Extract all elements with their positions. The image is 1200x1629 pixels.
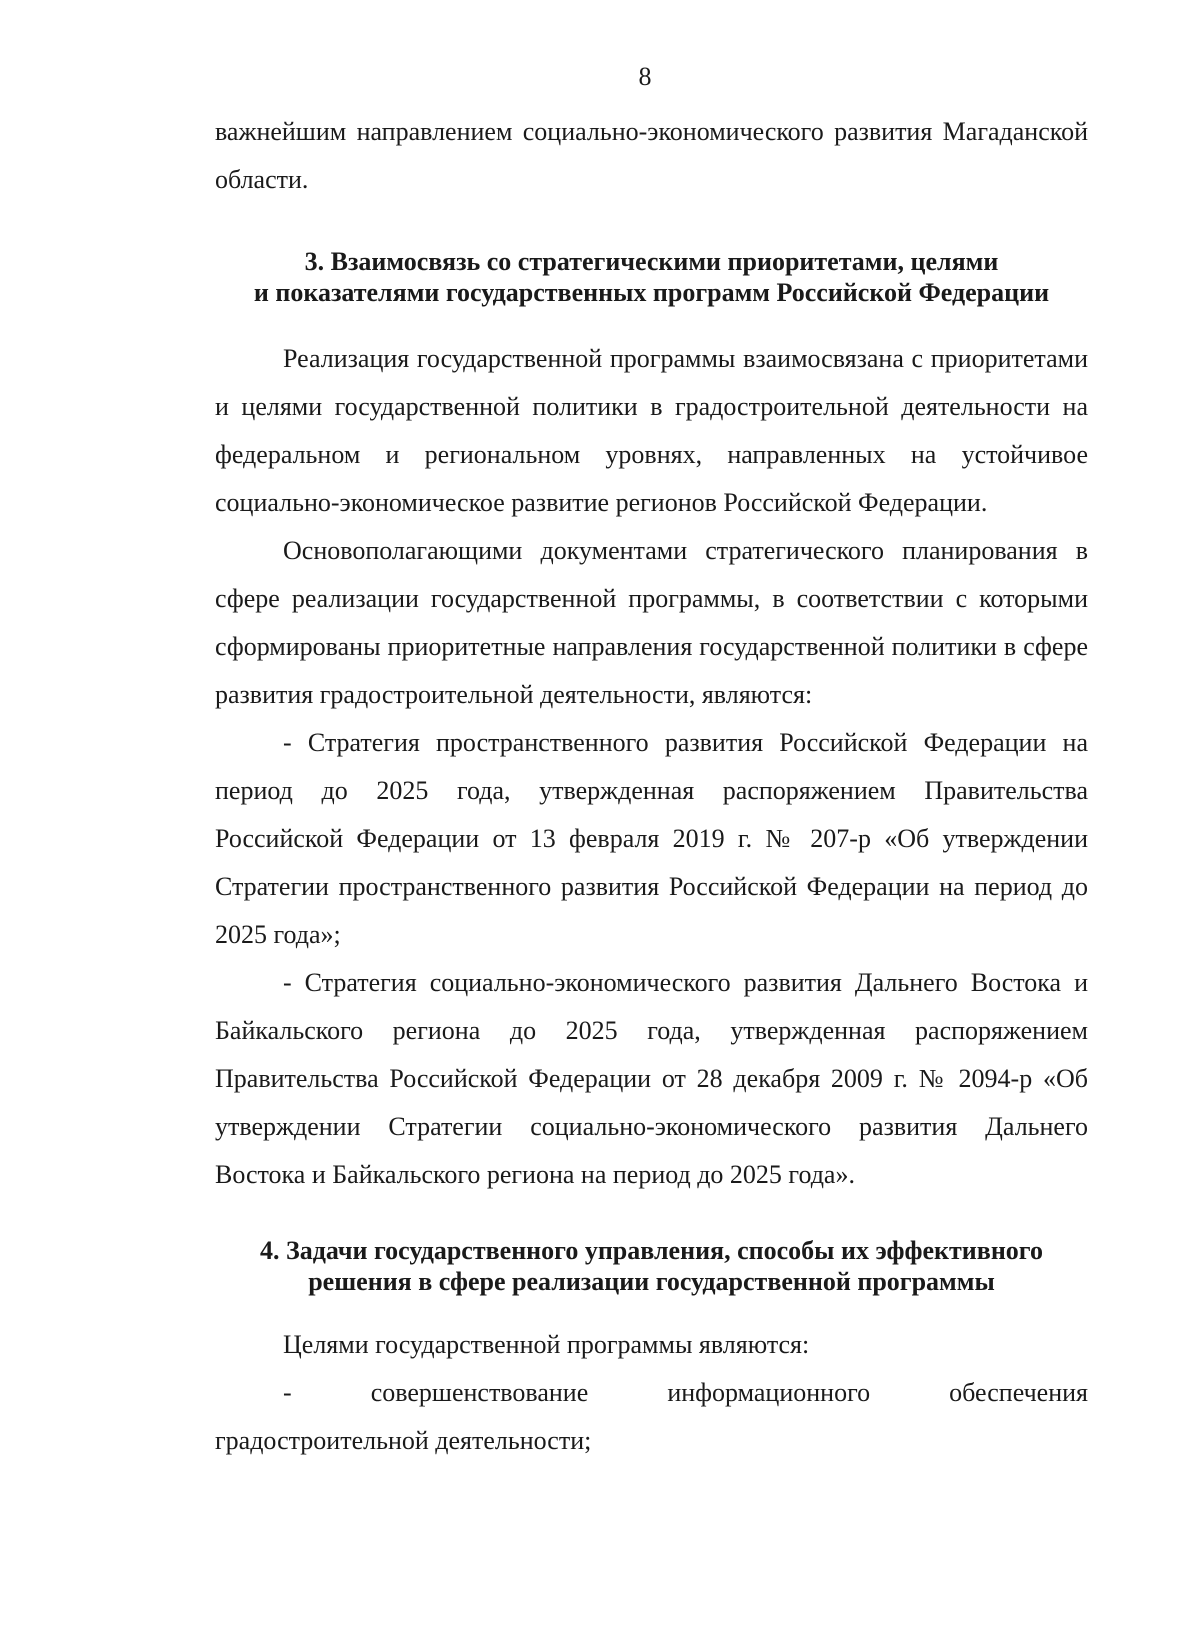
section-3-heading bbox=[215, 246, 1088, 308]
section-3-heading-line-1: 3. Взаимосвязь со стратегическими приоритетами, целями bbox=[304, 247, 999, 276]
section-3-paragraph-1: Реализация государственной программы взаимосвязана с приоритетами и целями государственной политики в градостроительной деятельности на федеральном и региональном уровнях, направленных на устойчивое социально-экономическое развитие регионов Российской Федерации. bbox=[215, 344, 1088, 517]
section-4-heading-line-1: 4. Задачи государственного управления, способы их эффективного bbox=[260, 1236, 1043, 1265]
section-3-paragraph-2: Основополагающими документами стратегического планирования в сфере реализации государственной программы, в соответствии с которыми сформированы приоритетные направления государственной политики в сфере развития градостроительной деятельности, являются: bbox=[215, 536, 1088, 709]
document-body bbox=[215, 108, 1088, 1465]
intro-paragraph: важнейшим направлением социально-экономического развития Магаданской области. bbox=[215, 117, 1088, 194]
section-4-heading bbox=[215, 1235, 1088, 1297]
section-3-list-item-2: - Стратегия социально-экономического развития Дальнего Востока и Байкальского региона до 2025 года, утвержденная распоряжением Правительства Российской Федерации от 28 декабря 2009 г. № 2094-р «Об утверждении Стратегии социально-экономического развития Дальнего Востока и Байкальского региона на период до 2025 года». bbox=[215, 968, 1088, 1189]
page-number: 8 bbox=[638, 62, 652, 91]
section-3-list-item-1: - Стратегия пространственного развития Российской Федерации на период до 2025 года, утвержденная распоряжением Правительства Российской Федерации от 13 февраля 2019 г. № 207-р «Об утверждении Стратегии пространственного развития Российской Федерации на период до 2025 года»; bbox=[215, 728, 1088, 949]
section-4-heading-line-2: решения в сфере реализации государственной программы bbox=[308, 1267, 995, 1296]
section-4-paragraph-1: Целями государственной программы являются: bbox=[283, 1330, 810, 1359]
section-3-heading-line-2: и показателями государственных программ Российской Федерации bbox=[253, 278, 1050, 307]
section-4-list-item-1: - совершенствование информационного обеспечения градостроительной деятельности; bbox=[215, 1378, 1088, 1455]
